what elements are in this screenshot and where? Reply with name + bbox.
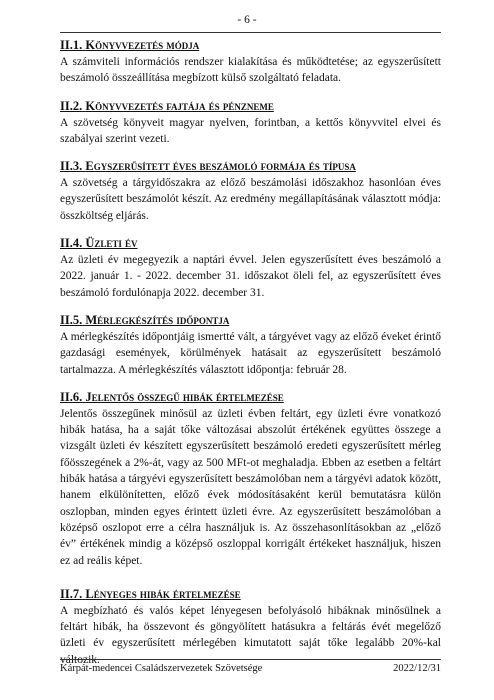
section-ii-1 [60, 38, 441, 87]
section-heading [60, 159, 441, 174]
section-number: II.3. [60, 159, 83, 174]
section-heading [60, 38, 441, 53]
section-number: II.4. [60, 236, 83, 251]
section-text: A mérlegkészítés időpontjáig ismertté vált, a tárgyévet vagy az előző éveket érintő gazdasági események, körülmények hatásait az egyszerűsített beszámoló tartalmazza. A mérlegkészítés választott időpontja: február 28. [60, 330, 441, 376]
section-text: A megbízható és valós képet lényegesen befolyásoló hibáknak minősülnek a feltárt hibák, ha összevont és göngyölített hatásukra a feltárás évét megelőző üzleti év egyszerűsített mérlegében kimutatott saját tőke legalább 20%-kal változik. [60, 604, 441, 666]
section-text: A szövetség könyveit magyar nyelven, forintban, a kettős könyvvitel elvei és szabályai szerint vezeti. [60, 116, 441, 145]
footer-organization: Kárpát-medencei Családszervezetek Szövetsége [60, 663, 263, 674]
section-title: Könyvvezetés fajtája és pénzneme [85, 98, 274, 113]
section-title: Egyszerűsített éves beszámoló formája és típusa [85, 159, 356, 174]
section-number: II.6. [60, 389, 83, 404]
section-ii-6 [60, 390, 441, 569]
section-text: A szövetség a tárgyidőszakra az előző beszámolási időszakhoz hasonlóan éves egyszerűsített beszámolót készít. Az eredmény megállapításának választott módja: összköltség eljárás. [60, 177, 441, 222]
footer-date: 2022/12/31 [393, 663, 441, 674]
section-ii-3 [60, 159, 441, 224]
header-rule [60, 32, 441, 33]
section-title: Könyvvezetés módja [85, 38, 200, 52]
section-text: A számviteli információs rendszer kialakítása és működtetése; az egyszerűsített beszámoló összeállítása megbízott külső szolgáltató feladata. [60, 56, 441, 85]
section-text: Jelentős összegűnek minősül az üzleti évben feltárt, egy üzleti évre vonatkozó hibák hatása, ha a saját tőke változásai abszolút értékének együttes összege a vizsgált üzleti év készített egyszerűsített beszámoló eredeti egyszerűsített mérleg főösszegének a 2%-át, vagy az 500 MFt-ot meghaladja. Ebben az esetben a feltárt hibák hatása a tárgyévi egyszerűsített beszámolóban nem a tárgyévi adatok között, hanem elkülönítetten, előző évek módosításaként kerül bemutatásra külön oszlopban, minden egyes érintett üzleti évre. Az egyszerűsített beszámolóban a középső oszlopot erre a célra használjuk is. Az összehasonlításokban az „előző év” értékének mindig a középső oszloppal korrigált értékeket használjuk, hiszen ez ad reális képet. [60, 407, 441, 567]
section-number: II.2. [60, 98, 83, 113]
section-ii-4 [60, 236, 441, 301]
section-number: II.5. [60, 312, 83, 327]
section-ii-5 [60, 313, 441, 378]
section-heading [60, 390, 441, 405]
section-title: Üzleti év [85, 236, 138, 251]
section-ii-2 [60, 99, 441, 148]
section-title: Mérlegkészítés időpontja [85, 312, 230, 327]
section-number: II.1. [60, 38, 83, 52]
section-heading [60, 99, 441, 114]
section-ii-7 [60, 587, 441, 668]
section-heading [60, 236, 441, 251]
section-text: Az üzleti év megegyezik a naptári évvel. Jelen egyszerűsített éves beszámoló a 2022. január 1. - 2022. december 31. időszakot öleli fel, az egyszerűsített éves beszámoló fordulónapja 2022. december 31. [60, 254, 441, 299]
page-number: - 6 - [237, 14, 257, 26]
section-heading [60, 313, 441, 328]
section-title: Lényeges hibák értelmezése [85, 586, 241, 601]
section-heading [60, 587, 441, 602]
document-body [60, 38, 441, 668]
section-title: Jelentős összegű hibák értelmezése [85, 389, 284, 404]
footer-rule [60, 659, 441, 660]
section-number: II.7. [60, 586, 83, 601]
